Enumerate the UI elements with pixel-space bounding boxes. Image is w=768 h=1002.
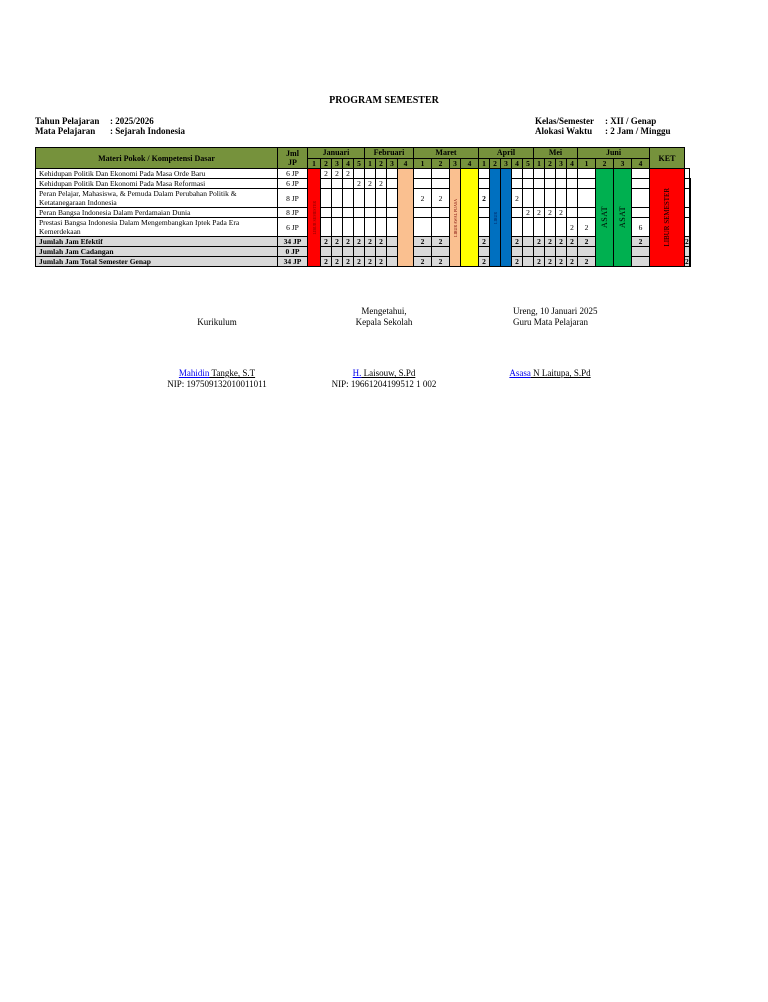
week-cell: 2 xyxy=(354,257,365,267)
week-cell xyxy=(512,247,523,257)
sig-guru-name-rest: N Laitupa, S.Pd xyxy=(530,368,591,378)
table-row xyxy=(36,169,691,179)
week-number: 1 xyxy=(308,158,321,169)
week-cell xyxy=(354,169,365,179)
week-cell xyxy=(387,247,398,257)
jp-cell: 6 JP xyxy=(278,179,308,189)
yellow-bar xyxy=(461,169,479,267)
table-row xyxy=(36,189,691,208)
week-number: 5 xyxy=(354,158,365,169)
week-cell xyxy=(479,247,490,257)
table-row-total-cadangan xyxy=(36,247,691,257)
week-cell: 2 xyxy=(479,257,490,267)
materi-cell: Peran Bangsa Indonesia Dalam Perdamaian Dunia xyxy=(36,208,278,218)
week-cell xyxy=(523,237,534,247)
week-cell: 2 xyxy=(479,237,490,247)
sig-kepala-sekolah: Kepala Sekolah xyxy=(355,317,413,327)
month-januari: Januari xyxy=(308,148,365,159)
week-cell xyxy=(512,179,523,189)
week-cell xyxy=(432,218,450,237)
week-cell: 2 xyxy=(567,257,578,267)
week-cell xyxy=(545,218,556,237)
week-number: 2 xyxy=(376,158,387,169)
week-cell xyxy=(523,179,534,189)
ket-cell xyxy=(689,208,690,218)
header-ket: KET xyxy=(650,148,685,169)
week-cell xyxy=(567,208,578,218)
week-cell: 2 xyxy=(376,179,387,189)
week-cell xyxy=(332,189,343,208)
week-number: 1 xyxy=(414,158,432,169)
week-cell xyxy=(376,169,387,179)
week-cell xyxy=(545,169,556,179)
week-cell: 2 xyxy=(556,237,567,247)
info-left xyxy=(35,116,185,136)
week-cell xyxy=(387,179,398,189)
week-cell: 2 xyxy=(432,237,450,247)
week-number: 1 xyxy=(479,158,490,169)
week-number: 1 xyxy=(365,158,376,169)
alokasi-label: Alokasi Waktu xyxy=(535,126,593,136)
week-cell: 2 xyxy=(512,257,523,267)
week-number: 4 xyxy=(567,158,578,169)
week-number: 2 xyxy=(545,158,556,169)
kelas-value: : XII / Genap xyxy=(605,116,657,126)
week-number: 4 xyxy=(512,158,523,169)
week-cell xyxy=(432,247,450,257)
header-jml-jp xyxy=(278,148,308,169)
asat-bar-1 xyxy=(596,169,614,267)
week-cell: 2 xyxy=(376,237,387,247)
week-cell: 2 xyxy=(343,257,354,267)
week-cell xyxy=(343,179,354,189)
week-cell xyxy=(578,189,596,208)
week-cell xyxy=(414,218,432,237)
week-cell: 2 xyxy=(332,257,343,267)
week-cell: 2 xyxy=(414,257,432,267)
week-cell: 2 xyxy=(545,208,556,218)
week-number: 2 xyxy=(596,158,614,169)
ket-cell xyxy=(685,169,690,179)
week-cell: 2 xyxy=(332,169,343,179)
week-cell xyxy=(414,247,432,257)
week-cell xyxy=(343,218,354,237)
ket-cell xyxy=(689,257,690,267)
month-juni: Juni xyxy=(578,148,650,159)
header-jml-line1: Jml xyxy=(286,149,299,158)
week-number: 2 xyxy=(321,158,332,169)
week-cell: 2 xyxy=(432,189,450,208)
week-number: 3 xyxy=(387,158,398,169)
week-cell xyxy=(534,179,545,189)
materi-cell: Prestasi Bangsa Indonesia Dalam Mengembangkan Iptek Pada Era Kemerdekaan xyxy=(36,218,278,237)
week-cell xyxy=(365,169,376,179)
week-cell: 2 xyxy=(365,257,376,267)
week-cell xyxy=(332,179,343,189)
week-cell xyxy=(512,208,523,218)
week-cell xyxy=(534,189,545,208)
week-number: 3 xyxy=(450,158,461,169)
week-cell xyxy=(365,218,376,237)
week-cell xyxy=(354,189,365,208)
week-cell xyxy=(479,169,490,179)
maret-libur-bar xyxy=(450,169,461,267)
sig-kepsek-block xyxy=(324,306,444,328)
week-cell xyxy=(387,218,398,237)
week-cell xyxy=(512,169,523,179)
week-cell: 2 xyxy=(354,237,365,247)
week-cell: 2 xyxy=(556,257,567,267)
week-cell xyxy=(432,169,450,179)
week-cell: 2 xyxy=(512,189,523,208)
sig-kepsek-nip: NIP: 19661204199512 1 002 xyxy=(331,379,437,389)
jp-cell: 8 JP xyxy=(278,208,308,218)
month-april: April xyxy=(479,148,534,159)
sig-kurikulum-nip: NIP: 197509132010011011 xyxy=(167,379,267,389)
week-cell: 2 xyxy=(534,237,545,247)
week-number: 4 xyxy=(632,158,650,169)
week-cell xyxy=(534,218,545,237)
mapel-label: Mata Pelajaran xyxy=(35,126,96,136)
week-cell xyxy=(578,169,596,179)
page-title: PROGRAM SEMESTER xyxy=(329,95,439,106)
week-cell xyxy=(512,218,523,237)
blue-bar-2 xyxy=(501,169,512,267)
week-cell: 2 xyxy=(545,237,556,247)
week-cell: 2 xyxy=(365,237,376,247)
week-cell xyxy=(376,208,387,218)
week-cell xyxy=(545,189,556,208)
week-cell: 2 xyxy=(365,179,376,189)
week-cell xyxy=(432,208,450,218)
ket-cell xyxy=(689,218,690,237)
week-cell xyxy=(556,189,567,208)
libur-semester-end-label: LIBUR SEMESTER xyxy=(662,188,671,247)
week-cell: 2 xyxy=(556,208,567,218)
sig-place-date: Ureng, 10 Januari 2025 xyxy=(513,306,598,316)
week-cell: 2 xyxy=(567,237,578,247)
week-cell: 2 xyxy=(321,169,332,179)
sig-kepsek-name-rest: Laisouw, S.Pd xyxy=(361,368,416,378)
kelas-label: Kelas/Semester xyxy=(535,116,594,126)
week-cell xyxy=(376,247,387,257)
week-cell: 2 xyxy=(414,237,432,247)
week-cell: 2 xyxy=(685,257,689,266)
header-materi: Materi Pokok / Kompetensi Dasar xyxy=(36,148,278,169)
header-jml-line2: JP xyxy=(288,158,297,167)
week-cell: 2 xyxy=(321,257,332,267)
table-row-total-semester xyxy=(36,257,691,267)
week-cell xyxy=(354,208,365,218)
week-cell xyxy=(534,247,545,257)
sig-guru-name-link[interactable]: Asasa xyxy=(509,368,531,378)
week-cell xyxy=(343,208,354,218)
table-row-total-efektif xyxy=(36,237,691,247)
asat-label-1: ASAT xyxy=(600,206,609,229)
materi-cell: Kehidupan Politik Dan Ekonomi Pada Masa Reformasi xyxy=(36,179,278,189)
week-cell: 2 xyxy=(578,218,596,237)
libur-semester-bar-end xyxy=(650,169,685,267)
sig-kurikulum-name-block xyxy=(142,368,292,390)
week-cell xyxy=(387,237,398,247)
table-row xyxy=(36,208,691,218)
week-cell xyxy=(343,247,354,257)
info-right xyxy=(535,116,671,136)
week-cell xyxy=(632,247,650,257)
week-cell: 2 xyxy=(432,257,450,267)
program-table xyxy=(35,147,691,267)
peach-bar xyxy=(398,169,414,267)
sig-kurikulum-name-rest: Tangke, S.T xyxy=(209,368,256,378)
sig-kepsek-name-block xyxy=(309,368,459,390)
week-cell xyxy=(632,257,650,267)
week-cell xyxy=(523,169,534,179)
week-cell xyxy=(321,218,332,237)
table-row xyxy=(36,179,691,189)
week-cell xyxy=(545,247,556,257)
sig-guru-name-block xyxy=(475,368,625,379)
week-cell: 2 xyxy=(354,179,365,189)
tahun-value: : 2025/2026 xyxy=(110,116,154,126)
week-cell: 2 xyxy=(685,237,689,246)
week-cell: 2 xyxy=(632,237,650,247)
jp-cell: 6 JP xyxy=(278,218,308,237)
week-cell: 2 xyxy=(534,257,545,267)
libur-semester-label: LIBUR SEMESTER xyxy=(311,200,317,235)
week-cell xyxy=(387,169,398,179)
mapel-value: : Sejarah Indonesia xyxy=(110,126,186,136)
jp-cell: 8 JP xyxy=(278,189,308,208)
week-cell xyxy=(321,189,332,208)
materi-cell: Kehidupan Politik Dan Ekonomi Pada Masa Orde Baru xyxy=(36,169,278,179)
week-cell xyxy=(332,208,343,218)
week-cell xyxy=(567,179,578,189)
week-number: 1 xyxy=(534,158,545,169)
sig-guru-block xyxy=(495,306,633,328)
week-cell xyxy=(556,169,567,179)
week-cell xyxy=(376,189,387,208)
ket-cell xyxy=(689,237,690,247)
week-cell: 2 xyxy=(545,257,556,267)
libur-semester-bar xyxy=(308,169,321,267)
week-number: 1 xyxy=(578,158,596,169)
month-februari: Februari xyxy=(365,148,414,159)
alokasi-value: : 2 Jam / Minggu xyxy=(605,126,671,136)
sig-kurikulum-name-link[interactable]: Mahidin xyxy=(178,368,210,378)
week-cell xyxy=(432,179,450,189)
sig-guru-mapel: Guru Mata Pelajaran xyxy=(513,317,588,327)
total-jp: 0 JP xyxy=(278,247,308,257)
week-cell: 2 xyxy=(534,208,545,218)
week-cell: 2 xyxy=(512,237,523,247)
sig-kurikulum-name xyxy=(142,368,292,379)
april-libur-label: LIBUR xyxy=(492,211,498,224)
week-cell: 2 xyxy=(332,237,343,247)
week-cell: 2 xyxy=(479,189,490,208)
week-number: 3 xyxy=(501,158,512,169)
week-cell xyxy=(567,169,578,179)
week-cell xyxy=(523,189,534,208)
week-cell xyxy=(365,247,376,257)
week-cell xyxy=(414,179,432,189)
sig-kurikulum-title: Kurikulum xyxy=(197,317,237,327)
week-cell xyxy=(354,218,365,237)
week-cell xyxy=(523,218,534,237)
week-number: 2 xyxy=(432,158,450,169)
table-row xyxy=(36,218,691,237)
tahun-label: Tahun Pelajaran xyxy=(35,116,100,126)
week-number: 3 xyxy=(556,158,567,169)
week-cell: 2 xyxy=(343,237,354,247)
total-label: Jumlah Jam Cadangan xyxy=(36,247,278,257)
week-cell: 2 xyxy=(523,208,534,218)
week-number: 2 xyxy=(490,158,501,169)
total-jp: 34 JP xyxy=(278,257,308,267)
week-cell xyxy=(365,189,376,208)
month-maret: Maret xyxy=(414,148,479,159)
week-cell xyxy=(479,208,490,218)
week-number: 5 xyxy=(523,158,534,169)
week-number: 3 xyxy=(332,158,343,169)
week-cell xyxy=(523,247,534,257)
week-cell: 6 xyxy=(632,218,650,237)
week-number: 3 xyxy=(614,158,632,169)
week-cell xyxy=(632,189,650,208)
week-cell: 2 xyxy=(414,189,432,208)
week-cell xyxy=(578,247,596,257)
april-libur-bar xyxy=(490,169,501,267)
week-cell xyxy=(332,247,343,257)
total-label: Jumlah Jam Total Semester Genap xyxy=(36,257,278,267)
ket-cell xyxy=(689,179,690,189)
week-cell xyxy=(387,257,398,267)
sig-mengetahui: Mengetahui, xyxy=(361,306,407,316)
week-cell xyxy=(414,169,432,179)
total-label: Jumlah Jam Efektif xyxy=(36,237,278,247)
jp-cell: 6 JP xyxy=(278,169,308,179)
week-cell xyxy=(578,208,596,218)
week-cell xyxy=(321,179,332,189)
week-cell xyxy=(376,218,387,237)
month-mei: Mei xyxy=(534,148,578,159)
week-cell: 2 xyxy=(321,237,332,247)
week-cell: 2 xyxy=(578,257,596,267)
ket-cell xyxy=(689,247,690,257)
week-cell xyxy=(556,179,567,189)
week-cell xyxy=(567,247,578,257)
week-cell: 2 xyxy=(567,218,578,237)
week-cell xyxy=(321,208,332,218)
total-jp: 34 JP xyxy=(278,237,308,247)
week-cell xyxy=(545,179,556,189)
week-number: 4 xyxy=(461,158,479,169)
week-cell xyxy=(479,179,490,189)
week-cell xyxy=(387,189,398,208)
week-cell xyxy=(556,247,567,257)
asat-bar-2 xyxy=(614,169,632,267)
week-cell xyxy=(578,179,596,189)
week-cell xyxy=(567,189,578,208)
week-cell xyxy=(354,247,365,257)
week-number: 4 xyxy=(343,158,354,169)
ket-cell xyxy=(689,189,690,208)
maret-libur-label: LIBUR AWAL PUASA xyxy=(452,198,458,237)
sig-kepsek-name xyxy=(309,368,459,379)
week-cell xyxy=(414,208,432,218)
week-number: 4 xyxy=(398,158,414,169)
asat-label-2: ASAT xyxy=(618,206,627,229)
week-cell xyxy=(632,208,650,218)
week-cell: 2 xyxy=(376,257,387,267)
week-cell xyxy=(556,218,567,237)
week-cell xyxy=(321,247,332,257)
week-cell: 2 xyxy=(578,237,596,247)
week-cell xyxy=(523,257,534,267)
week-cell xyxy=(632,169,650,179)
week-cell xyxy=(534,169,545,179)
week-cell xyxy=(365,208,376,218)
week-cell xyxy=(479,218,490,237)
week-cell xyxy=(387,208,398,218)
week-cell: 2 xyxy=(343,169,354,179)
sig-guru-name xyxy=(475,368,625,379)
sig-kepsek-name-link[interactable]: H. xyxy=(352,368,362,378)
week-cell xyxy=(632,179,650,189)
week-cell xyxy=(332,218,343,237)
materi-cell: Peran Pelajar, Mahasiswa, & Pemuda Dalam Perubahan Politik & Ketatanegaraan Indonesia xyxy=(36,189,278,208)
week-cell xyxy=(343,189,354,208)
